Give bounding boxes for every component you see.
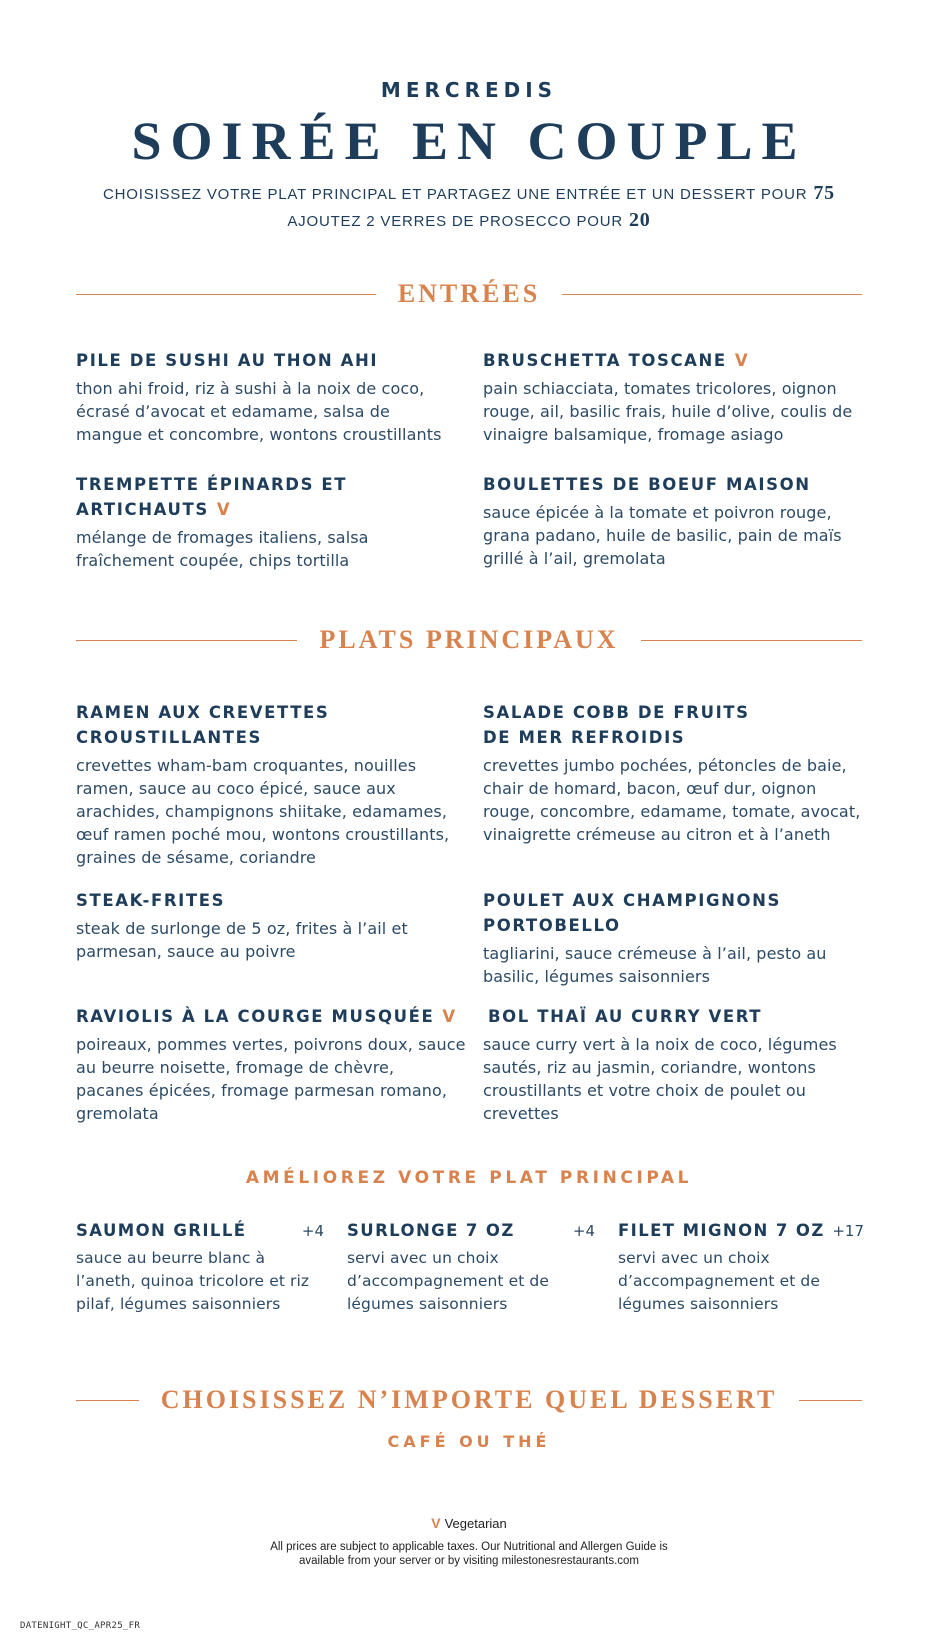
mains-title: PLATS PRINCIPAUX: [319, 625, 619, 654]
item-name: BOULETTES DE BOEUF MAISON: [483, 475, 811, 494]
item-name: POULET AUX CHAMPIGNONS PORTOBELLO: [483, 891, 782, 935]
item-description: sauce curry vert à la noix de coco, légumes sautés, riz au jasmin, coriandre, wontons croustillants et votre choix de poulet ou crevettes: [483, 1035, 837, 1123]
divider-line: [562, 294, 862, 295]
vegetarian-legend: [0, 1515, 938, 1531]
item-price: +17: [832, 1222, 864, 1240]
vegetarian-mark: V: [216, 500, 232, 519]
item-description: servi avec un choix d’accompagnement et de légumes saisonniers: [618, 1249, 821, 1313]
item-description: crevettes wham-bam croquantes, nouilles ramen, sauce au coco épicé, sauce aux arachides, champignons shiitake, edamames, œuf ramen poché mou, wontons croustillants, graines de sésame, coriandre: [76, 756, 450, 867]
notice-line: All prices are subject to applicable taxes. Our Nutritional and Allergen Guide is: [270, 1541, 668, 1553]
menu-item: [483, 888, 843, 988]
item-name: SAUMON GRILLÉ: [76, 1221, 247, 1240]
entrees-title: ENTRÉES: [397, 279, 541, 308]
dessert-heading: [76, 1383, 862, 1417]
item-description: steak de surlonge de 5 oz, frites à l’ail et parmesan, sauce au poivre: [76, 919, 408, 961]
item-name: FILET MIGNON 7 OZ: [618, 1221, 825, 1240]
vegetarian-mark: V: [442, 1007, 457, 1026]
menu-kicker: MERCREDIS: [380, 78, 558, 102]
menu-item: [483, 700, 868, 846]
item-description: crevettes jumbo pochées, pétoncles de baie, chair de homard, bacon, œuf dur, oignon rouge, concombre, edamame, tomate, avocat, vinaigrette crémeuse au citron et à l’aneth: [483, 756, 861, 844]
divider-line: [76, 294, 376, 295]
item-description: tagliarini, sauce crémeuse à l’ail, pesto au basilic, légumes saisonniers: [483, 944, 827, 986]
item-name: STEAK-FRITES: [76, 891, 226, 910]
item-name: SALADE COBB DE FRUITS DE MER REFROIDIS: [483, 703, 750, 747]
offer-price-2: 20: [629, 209, 651, 231]
menu-item: [76, 1004, 466, 1125]
upgrade-item: [618, 1218, 864, 1316]
item-description: poireaux, pommes vertes, poivrons doux, sauce au beurre noisette, fromage de chèvre, pacanes épicées, fromage parmesan romano, gremolata: [76, 1035, 466, 1123]
menu-item: [76, 888, 421, 963]
vegetarian-mark: V: [734, 351, 750, 370]
tax-notice: [0, 1540, 938, 1568]
divider-line: [799, 1400, 862, 1401]
divider-line: [76, 640, 297, 641]
divider-line: [641, 640, 862, 641]
item-name: BRUSCHETTA TOSCANE V: [483, 351, 750, 370]
divider-line: [76, 1400, 139, 1401]
item-description: pain schiacciata, tomates tricolores, oignon rouge, ail, basilic frais, huile d’olive, coulis de vinaigre balsamique, fromage asiago: [483, 379, 853, 444]
menu-item: [76, 472, 376, 572]
item-name: RAMEN AUX CREVETTES CROUSTILLANTES: [76, 703, 330, 747]
offer-line-1: [0, 182, 938, 205]
dessert-title: CHOISISSEZ N’IMPORTE QUEL DESSERT: [160, 1385, 778, 1414]
offer-text-1: CHOISISSEZ VOTRE PLAT PRINCIPAL ET PARTAGEZ UNE ENTRÉE ET UN DESSERT POUR: [103, 186, 808, 203]
item-description: sauce épicée à la tomate et poivron rouge, grana padano, huile de basilic, pain de maïs grillé à l’ail, gremolata: [483, 503, 842, 568]
item-name: SURLONGE 7 OZ: [347, 1221, 515, 1240]
item-description: mélange de fromages italiens, salsa fraîchement coupée, chips tortilla: [76, 528, 369, 570]
upgrade-title: AMÉLIOREZ VOTRE PLAT PRINCIPAL: [245, 1168, 693, 1188]
item-name: TREMPETTE ÉPINARDS ET ARTICHAUTS V: [76, 475, 348, 519]
legend-text: Vegetarian: [444, 1516, 507, 1531]
upgrade-item: [76, 1218, 324, 1316]
item-price: +4: [301, 1222, 324, 1240]
vegetarian-mark: V: [431, 1515, 441, 1531]
offer-line-2: [0, 209, 938, 232]
mains-heading: [76, 623, 862, 657]
item-name: BOL THAÏ AU CURRY VERT: [488, 1007, 763, 1026]
document-code: DATENIGHT_QC_APR25_FR: [20, 1621, 141, 1631]
item-description: sauce au beurre blanc à l’aneth, quinoa tricolore et riz pilaf, légumes saisonniers: [76, 1249, 310, 1313]
item-description: thon ahi froid, riz à sushi à la noix de coco, écrasé d’avocat et edamame, salsa de mangue et concombre, wontons croustillants: [76, 379, 442, 444]
entrees-heading: [76, 277, 862, 311]
item-name: RAVIOLIS À LA COURGE MUSQUÉE V: [76, 1007, 457, 1026]
dessert-subtitle: CAFÉ OU THÉ: [387, 1432, 551, 1451]
menu-item: [76, 348, 456, 446]
item-name: PILE DE SUSHI AU THON AHI: [76, 351, 379, 370]
offer-price-1: 75: [813, 182, 835, 204]
menu-title: SOIRÉE EN COUPLE: [131, 111, 807, 171]
menu-item: [76, 700, 466, 869]
menu-item: [483, 348, 863, 446]
offer-text-2: AJOUTEZ 2 VERRES DE PROSECCO POUR: [287, 213, 623, 230]
menu-item: [483, 1004, 858, 1125]
notice-line: available from your server or by visiting milestonesrestaurants.com: [298, 1555, 640, 1567]
menu-item: [483, 472, 863, 570]
item-description: servi avec un choix d’accompagnement et de légumes saisonniers: [347, 1249, 550, 1313]
item-price: +4: [572, 1222, 595, 1240]
upgrade-item: [347, 1218, 595, 1316]
